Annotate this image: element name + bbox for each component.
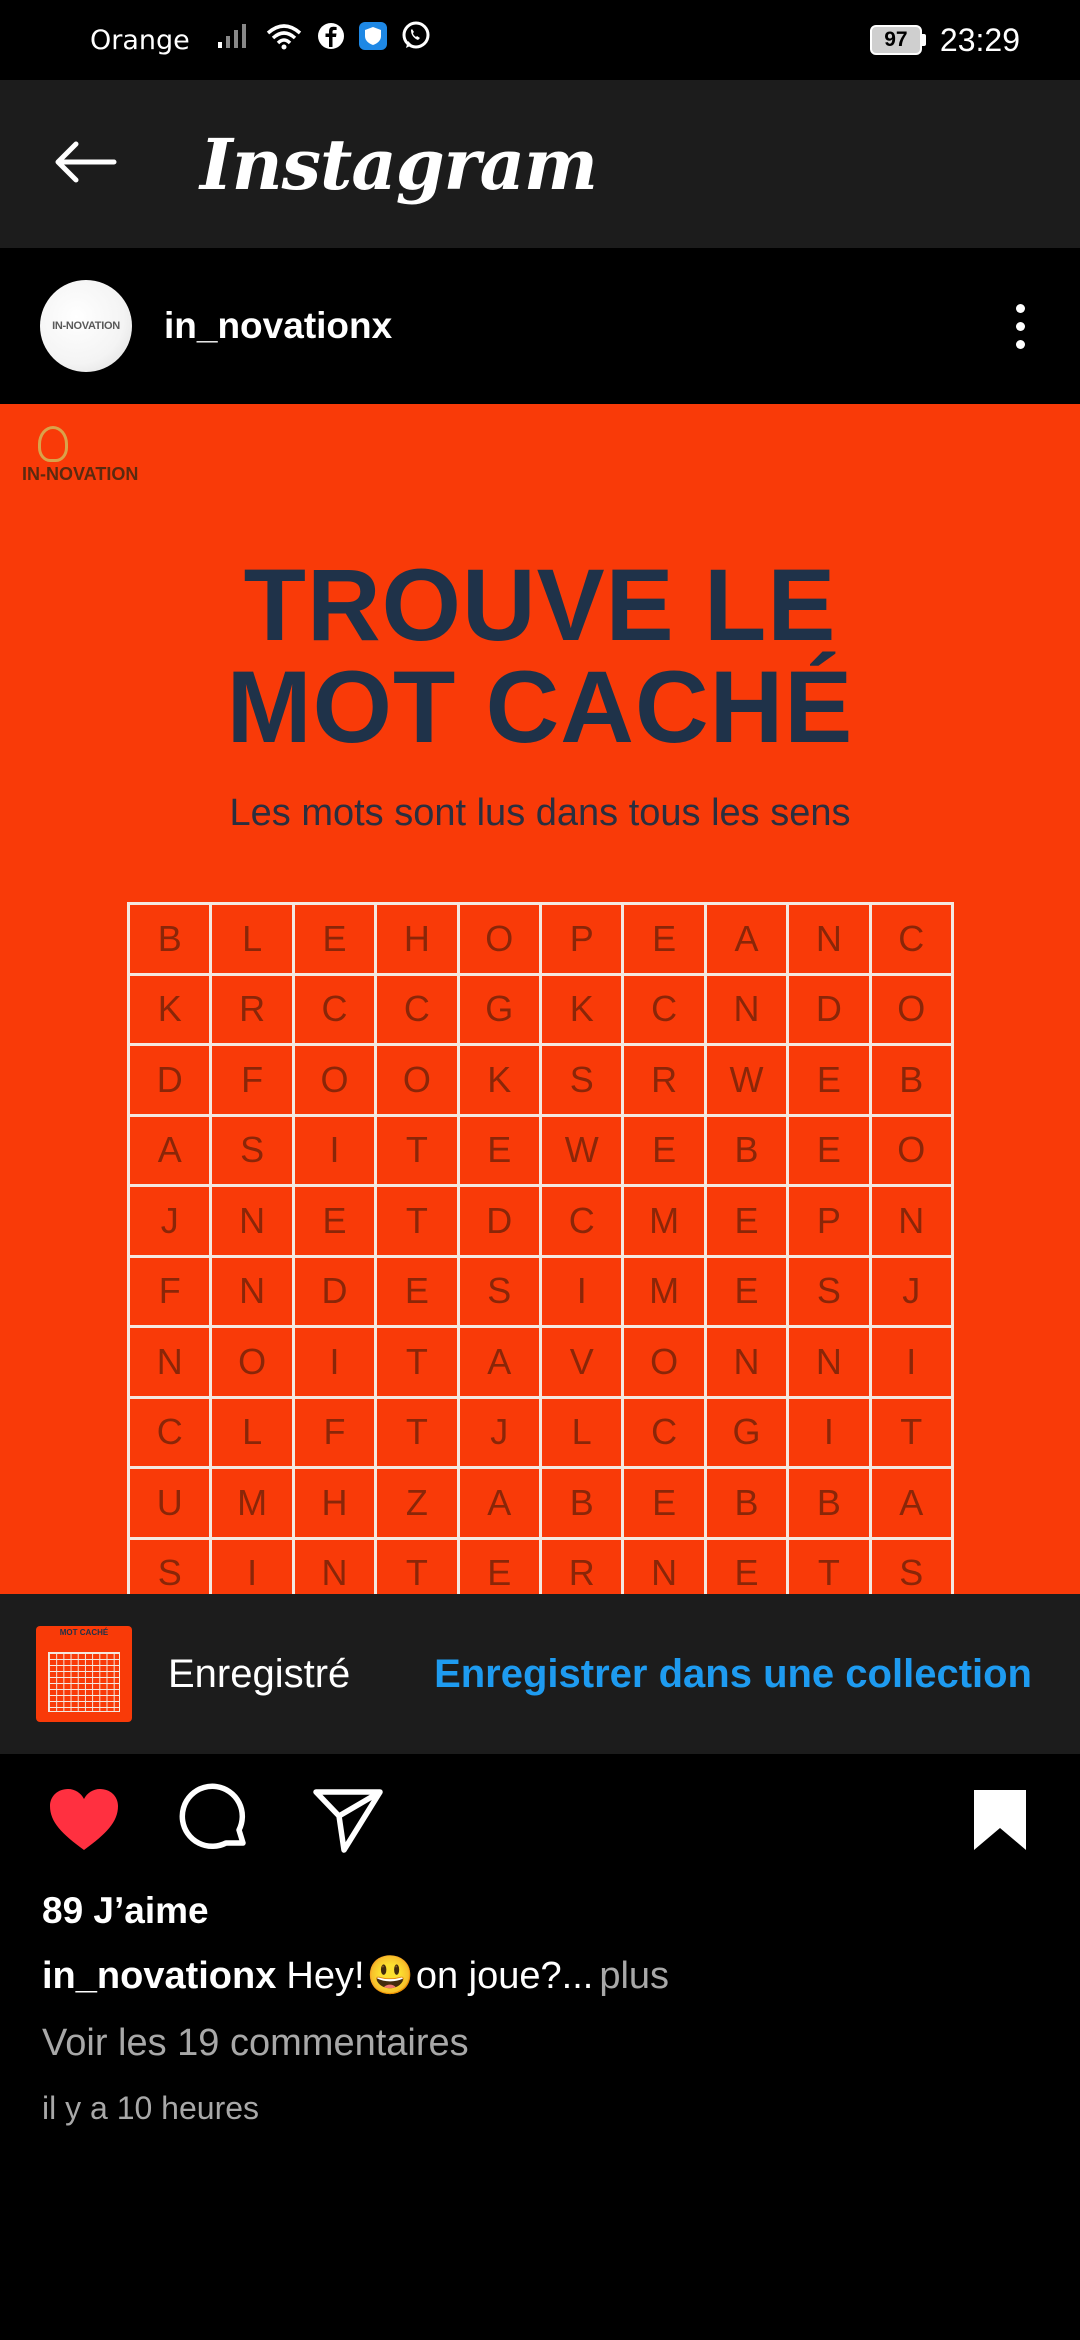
like-button[interactable] bbox=[34, 1772, 134, 1872]
caption-more-link[interactable]: plus bbox=[599, 1954, 670, 1997]
post-header bbox=[0, 248, 1080, 404]
post-caption bbox=[42, 1954, 669, 1998]
grid-cell: C bbox=[624, 976, 706, 1047]
share-button[interactable] bbox=[298, 1772, 398, 1872]
avatar-logo-text: IN-NOVATION bbox=[52, 320, 120, 332]
post-timestamp: il y a 10 heures bbox=[42, 2090, 260, 2126]
grid-cell: H bbox=[377, 905, 459, 976]
grid-cell: R bbox=[212, 976, 294, 1047]
grid-cell: E bbox=[707, 1258, 789, 1329]
more-options-button[interactable] bbox=[990, 286, 1050, 366]
puzzle-title-line1: TROUVE LE bbox=[243, 548, 837, 662]
app-title: Instagram bbox=[200, 122, 597, 206]
grid-cell: L bbox=[212, 905, 294, 976]
grid-cell: V bbox=[542, 1328, 624, 1399]
thumbnail-title: MOT CACHÉ bbox=[59, 1628, 109, 1637]
bookmark-filled-icon bbox=[970, 1788, 1030, 1857]
vpn-shield-icon bbox=[358, 21, 388, 59]
likes-count[interactable]: 89 J’aime bbox=[42, 1890, 209, 1931]
grid-cell: S bbox=[542, 1046, 624, 1117]
wifi-icon bbox=[264, 21, 304, 59]
grid-cell: O bbox=[872, 976, 954, 1047]
grid-cell: S bbox=[460, 1258, 542, 1329]
thumbnail-grid bbox=[48, 1652, 120, 1712]
word-search-grid bbox=[127, 902, 954, 1594]
grid-cell: D bbox=[789, 976, 871, 1047]
grid-cell: O bbox=[460, 905, 542, 976]
clock: 23:29 bbox=[939, 21, 1020, 58]
grid-cell: L bbox=[212, 1399, 294, 1470]
grid-cell: N bbox=[130, 1328, 212, 1399]
grid-cell: E bbox=[624, 1117, 706, 1188]
save-button[interactable] bbox=[950, 1772, 1050, 1872]
post-actions bbox=[0, 1754, 1080, 1890]
grid-cell: G bbox=[707, 1399, 789, 1470]
arrow-left-icon bbox=[50, 137, 120, 192]
grid-cell: I bbox=[542, 1258, 624, 1329]
puzzle-title-line2: MOT CACHÉ bbox=[226, 650, 854, 764]
grid-cell: D bbox=[460, 1187, 542, 1258]
grid-cell: F bbox=[130, 1258, 212, 1329]
grid-cell: W bbox=[707, 1046, 789, 1117]
grid-cell: D bbox=[130, 1046, 212, 1117]
grid-cell: E bbox=[624, 1469, 706, 1540]
grid-cell: O bbox=[212, 1328, 294, 1399]
grid-cell: B bbox=[707, 1117, 789, 1188]
grid-cell: E bbox=[295, 905, 377, 976]
grid-cell: E bbox=[460, 1540, 542, 1595]
avatar[interactable] bbox=[40, 280, 132, 372]
grid-cell: B bbox=[707, 1469, 789, 1540]
status-right bbox=[870, 22, 1020, 59]
grid-cell: E bbox=[295, 1187, 377, 1258]
comment-button[interactable] bbox=[166, 1772, 266, 1872]
puzzle-subtitle: Les mots sont lus dans tous les sens bbox=[229, 792, 851, 834]
status-icons bbox=[216, 20, 432, 60]
save-to-collection-link[interactable]: Enregistrer dans une collection bbox=[434, 1651, 1032, 1696]
grid-cell: S bbox=[130, 1540, 212, 1595]
grid-cell: C bbox=[377, 976, 459, 1047]
grid-cell: T bbox=[377, 1540, 459, 1595]
grid-cell: E bbox=[789, 1046, 871, 1117]
facebook-icon bbox=[316, 21, 346, 59]
grid-cell: A bbox=[707, 905, 789, 976]
app-bar bbox=[0, 80, 1080, 248]
grid-cell: T bbox=[377, 1187, 459, 1258]
grid-cell: B bbox=[130, 905, 212, 976]
grid-cell: J bbox=[130, 1187, 212, 1258]
grid-cell: O bbox=[624, 1328, 706, 1399]
grid-cell: T bbox=[377, 1399, 459, 1470]
paper-plane-icon bbox=[312, 1786, 384, 1859]
grid-cell: C bbox=[542, 1187, 624, 1258]
grid-cell: W bbox=[542, 1117, 624, 1188]
grid-cell: N bbox=[212, 1187, 294, 1258]
grid-cell: H bbox=[295, 1469, 377, 1540]
grid-cell: A bbox=[460, 1469, 542, 1540]
grid-cell: N bbox=[872, 1187, 954, 1258]
grid-cell: O bbox=[295, 1046, 377, 1117]
post-image[interactable] bbox=[0, 404, 1080, 1594]
grid-cell: C bbox=[295, 976, 377, 1047]
grid-cell: I bbox=[212, 1540, 294, 1595]
grid-cell: B bbox=[789, 1469, 871, 1540]
grid-cell: K bbox=[460, 1046, 542, 1117]
status-bar bbox=[0, 0, 1080, 80]
caption-text-end: on joue?... bbox=[415, 1954, 594, 1997]
grid-cell: J bbox=[460, 1399, 542, 1470]
grid-cell: N bbox=[707, 976, 789, 1047]
grid-cell: E bbox=[624, 905, 706, 976]
caption-username[interactable]: in_novationx bbox=[42, 1954, 277, 1997]
grid-cell: T bbox=[377, 1117, 459, 1188]
view-comments-link[interactable]: Voir les 19 commentaires bbox=[42, 2022, 469, 2064]
image-logo-text: IN-NOVATION bbox=[22, 464, 139, 484]
grid-cell: C bbox=[872, 905, 954, 976]
grid-cell: B bbox=[872, 1046, 954, 1117]
grid-cell: E bbox=[789, 1117, 871, 1188]
grid-cell: A bbox=[130, 1117, 212, 1188]
grid-cell: R bbox=[624, 1046, 706, 1117]
image-logo bbox=[22, 426, 138, 485]
grid-cell: C bbox=[130, 1399, 212, 1470]
saved-label: Enregistré bbox=[168, 1651, 351, 1696]
vertical-dots-icon bbox=[1016, 304, 1025, 313]
grid-cell: I bbox=[872, 1328, 954, 1399]
grid-cell: I bbox=[295, 1117, 377, 1188]
grid-cell: B bbox=[542, 1469, 624, 1540]
post-username[interactable]: in_novationx bbox=[164, 305, 393, 346]
grid-cell: I bbox=[789, 1399, 871, 1470]
grid-cell: S bbox=[872, 1540, 954, 1595]
grid-cell: K bbox=[542, 976, 624, 1047]
grid-cell: E bbox=[460, 1117, 542, 1188]
grid-cell: T bbox=[872, 1399, 954, 1470]
grinning-emoji: 😃 bbox=[366, 1955, 414, 1997]
lightbulb-icon bbox=[38, 426, 68, 462]
comment-bubble-icon bbox=[179, 1783, 253, 1862]
grid-cell: P bbox=[542, 905, 624, 976]
grid-cell: F bbox=[212, 1046, 294, 1117]
saved-banner bbox=[0, 1594, 1080, 1754]
grid-cell: N bbox=[789, 1328, 871, 1399]
grid-cell: E bbox=[707, 1540, 789, 1595]
heart-filled-icon bbox=[46, 1786, 122, 1859]
grid-cell: C bbox=[624, 1399, 706, 1470]
grid-cell: K bbox=[130, 976, 212, 1047]
grid-cell: N bbox=[707, 1328, 789, 1399]
grid-cell: N bbox=[789, 905, 871, 976]
grid-cell: S bbox=[212, 1117, 294, 1188]
grid-cell: A bbox=[460, 1328, 542, 1399]
grid-cell: D bbox=[295, 1258, 377, 1329]
carrier-name: Orange bbox=[90, 24, 190, 56]
grid-cell: T bbox=[789, 1540, 871, 1595]
grid-cell: M bbox=[624, 1258, 706, 1329]
battery-icon bbox=[870, 25, 926, 55]
grid-cell: J bbox=[872, 1258, 954, 1329]
grid-cell: M bbox=[624, 1187, 706, 1258]
grid-cell: E bbox=[707, 1187, 789, 1258]
signal-icon bbox=[216, 22, 252, 58]
grid-cell: E bbox=[377, 1258, 459, 1329]
grid-cell: G bbox=[460, 976, 542, 1047]
grid-cell: N bbox=[295, 1540, 377, 1595]
grid-cell: M bbox=[212, 1469, 294, 1540]
grid-cell: O bbox=[377, 1046, 459, 1117]
grid-cell: N bbox=[624, 1540, 706, 1595]
battery-level: 97 bbox=[870, 25, 922, 55]
puzzle-title bbox=[0, 548, 1080, 764]
grid-cell: T bbox=[377, 1328, 459, 1399]
grid-cell: Z bbox=[377, 1469, 459, 1540]
saved-thumbnail[interactable] bbox=[36, 1626, 132, 1722]
whatsapp-icon bbox=[400, 20, 432, 60]
grid-cell: P bbox=[789, 1187, 871, 1258]
back-button[interactable] bbox=[40, 119, 130, 209]
grid-cell: O bbox=[872, 1117, 954, 1188]
grid-cell: A bbox=[872, 1469, 954, 1540]
grid-cell: I bbox=[295, 1328, 377, 1399]
grid-cell: F bbox=[295, 1399, 377, 1470]
grid-cell: N bbox=[212, 1258, 294, 1329]
grid-cell: L bbox=[542, 1399, 624, 1470]
grid-cell: R bbox=[542, 1540, 624, 1595]
caption-text-start: Hey! bbox=[286, 1954, 365, 1997]
grid-cell: U bbox=[130, 1469, 212, 1540]
grid-cell: S bbox=[789, 1258, 871, 1329]
